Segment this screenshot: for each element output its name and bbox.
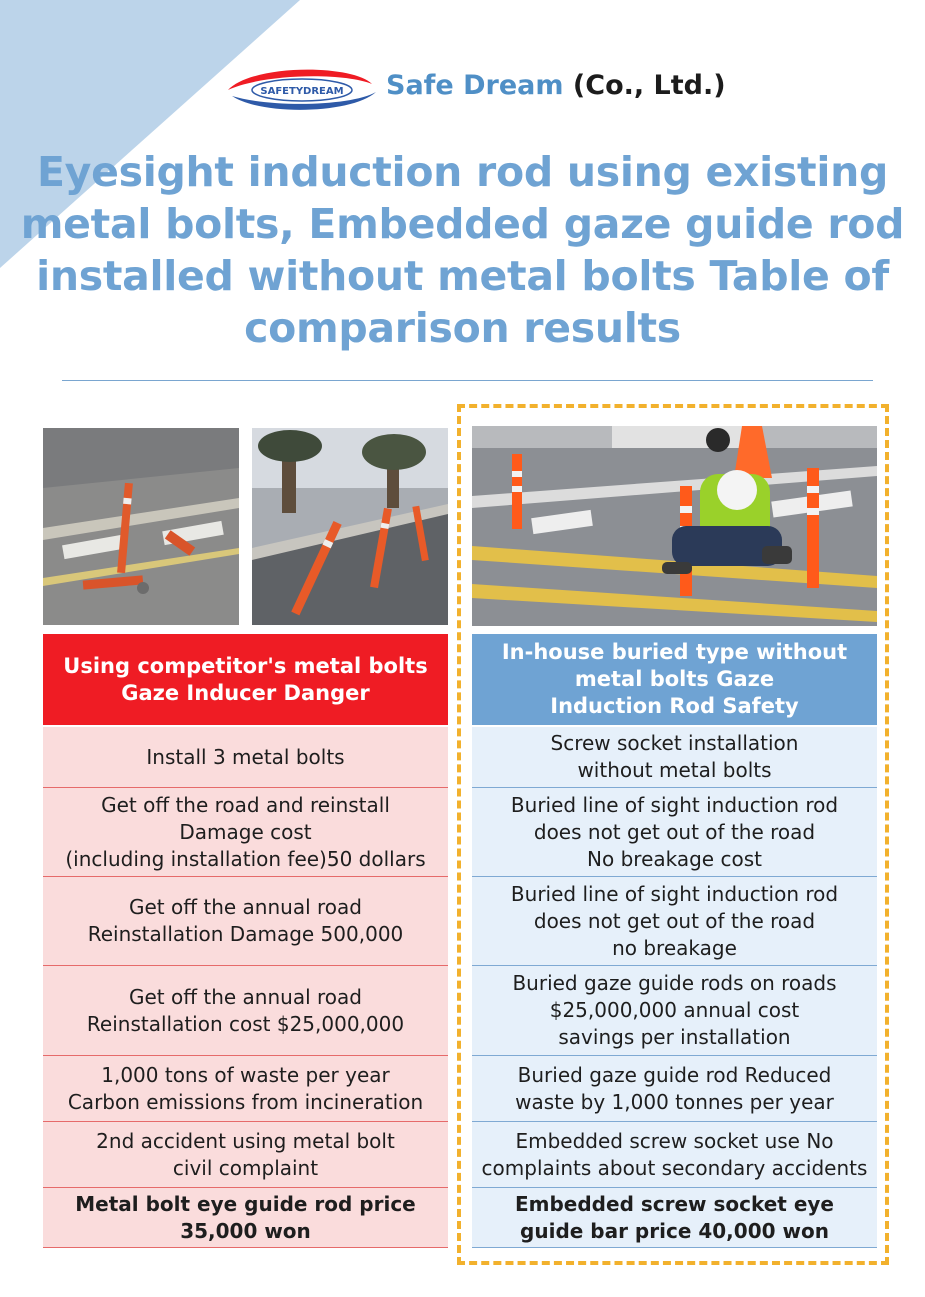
inhouse-row-annual-cost: Buried gaze guide rods on roads $25,000,000 annual cost savings per installation [472, 966, 877, 1056]
photo-fallen-bollards [43, 428, 239, 625]
competitor-row-annual-damage: Get off the annual road Reinstallation Damage 500,000 [43, 877, 448, 966]
photo-worker-installation [472, 426, 877, 626]
company-name-suffix: (Co., Ltd.) [563, 70, 726, 101]
competitor-rows [43, 727, 448, 1248]
inhouse-rows [472, 727, 877, 1248]
company-logo [222, 62, 382, 118]
competitor-row-price: Metal bolt eye guide rod price 35,000 won [43, 1188, 448, 1248]
page-title: Eyesight induction rod using existing metal bolts, Embedded gaze guide rod installed without metal bolts Table of comparison results [20, 148, 905, 352]
photo-leaning-bollards [252, 428, 448, 625]
svg-text:SAFETYDREAM: SAFETYDREAM [260, 86, 344, 97]
inhouse-row-price: Embedded screw socket eye guide bar price 40,000 won [472, 1188, 877, 1248]
company-name-accent: Safe Dream [386, 70, 564, 101]
company-name [386, 70, 726, 101]
competitor-row-accident: 2nd accident using metal bolt civil complaint [43, 1122, 448, 1188]
inhouse-row-annual-damage: Buried line of sight induction rod does not get out of the road no breakage [472, 877, 877, 966]
competitor-header [43, 634, 448, 725]
inhouse-row-accident: Embedded screw socket use No complaints about secondary accidents [472, 1122, 877, 1188]
inhouse-row-waste: Buried gaze guide rod Reduced waste by 1,000 tonnes per year [472, 1056, 877, 1122]
inhouse-header [472, 634, 877, 725]
inhouse-row-installation: Screw socket installation without metal bolts [472, 727, 877, 788]
competitor-header-text: Using competitor's metal bolts Gaze Inducer Danger [63, 653, 428, 705]
inhouse-row-damage-cost: Buried line of sight induction rod does not get out of the road No breakage cost [472, 788, 877, 877]
inhouse-header-text: In-house buried type without metal bolts Gaze Induction Rod Safety [501, 640, 848, 718]
competitor-row-installation: Install 3 metal bolts [43, 727, 448, 788]
competitor-row-waste: 1,000 tons of waste per year Carbon emissions from incineration [43, 1056, 448, 1122]
competitor-row-damage-cost: Get off the road and reinstall Damage cost (including installation fee)50 dollars [43, 788, 448, 877]
title-divider [62, 380, 873, 381]
competitor-row-annual-cost: Get off the annual road Reinstallation cost $25,000,000 [43, 966, 448, 1056]
